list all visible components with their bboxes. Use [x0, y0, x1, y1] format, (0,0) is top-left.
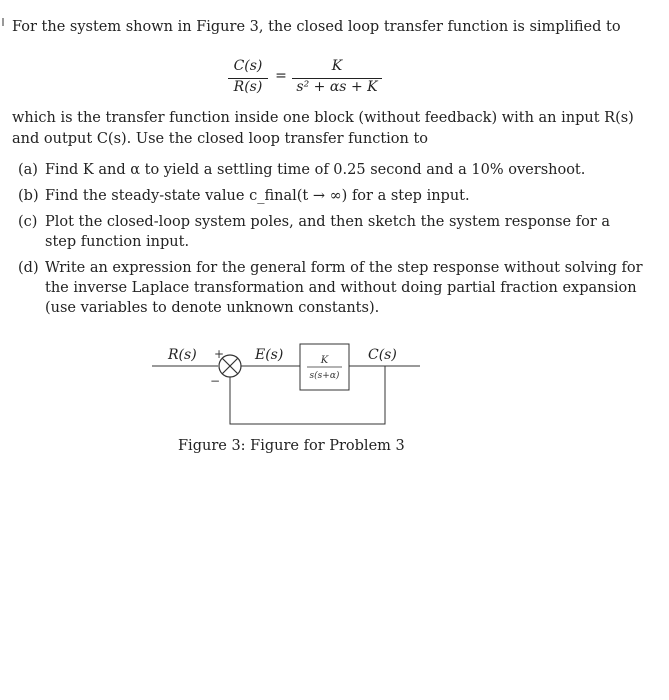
part-label: (b)	[18, 188, 39, 204]
part-b	[18, 186, 643, 206]
margin-mark	[2, 18, 7, 26]
output-label: C(s)	[368, 347, 397, 363]
input-label: R(s)	[168, 347, 197, 363]
block-diagram-svg	[140, 336, 440, 436]
block-denominator: s(s+α)	[309, 371, 340, 381]
part-text: Write an expression for the general form of the step response without solving for the inverse Laplace transformation and without doing partial fraction expansion (use variables to denote unknown constants).	[45, 260, 643, 316]
minus-sign: −	[210, 374, 221, 388]
part-text: Find K and α to yield a settling time of 0.25 second and a 10% overshoot.	[45, 162, 586, 178]
lhs-denominator: R(s)	[233, 79, 263, 95]
rhs-numerator: K	[331, 58, 343, 74]
part-label: (d)	[18, 260, 39, 276]
equals-sign: =	[275, 68, 287, 84]
problem-explanation: which is the transfer function inside one block (without feedback) with an input R(s) and output C(s). Use the closed loop transfer function to	[12, 110, 634, 147]
block-numerator: K	[320, 355, 329, 366]
part-d	[18, 258, 643, 318]
part-c	[18, 212, 643, 252]
part-label: (a)	[18, 162, 38, 178]
block-diagram	[140, 336, 440, 436]
part-label: (c)	[18, 214, 38, 230]
part-text: Find the steady-state value c_final(t → ∞) for a step input.	[45, 188, 470, 204]
error-label: E(s)	[255, 347, 284, 363]
part-text: Plot the closed-loop system poles, and then sketch the system response for a step function input.	[45, 214, 611, 250]
transfer-function-equation	[228, 58, 383, 98]
lhs-numerator: C(s)	[233, 58, 263, 74]
part-a	[18, 160, 643, 180]
figure-caption: Figure 3: Figure for Problem 3	[178, 438, 405, 454]
plus-sign: +	[214, 347, 225, 361]
rhs-denominator: s² + αs + K	[296, 79, 378, 95]
problem-intro: For the system shown in Figure 3, the closed loop transfer function is simplified to	[12, 19, 621, 35]
